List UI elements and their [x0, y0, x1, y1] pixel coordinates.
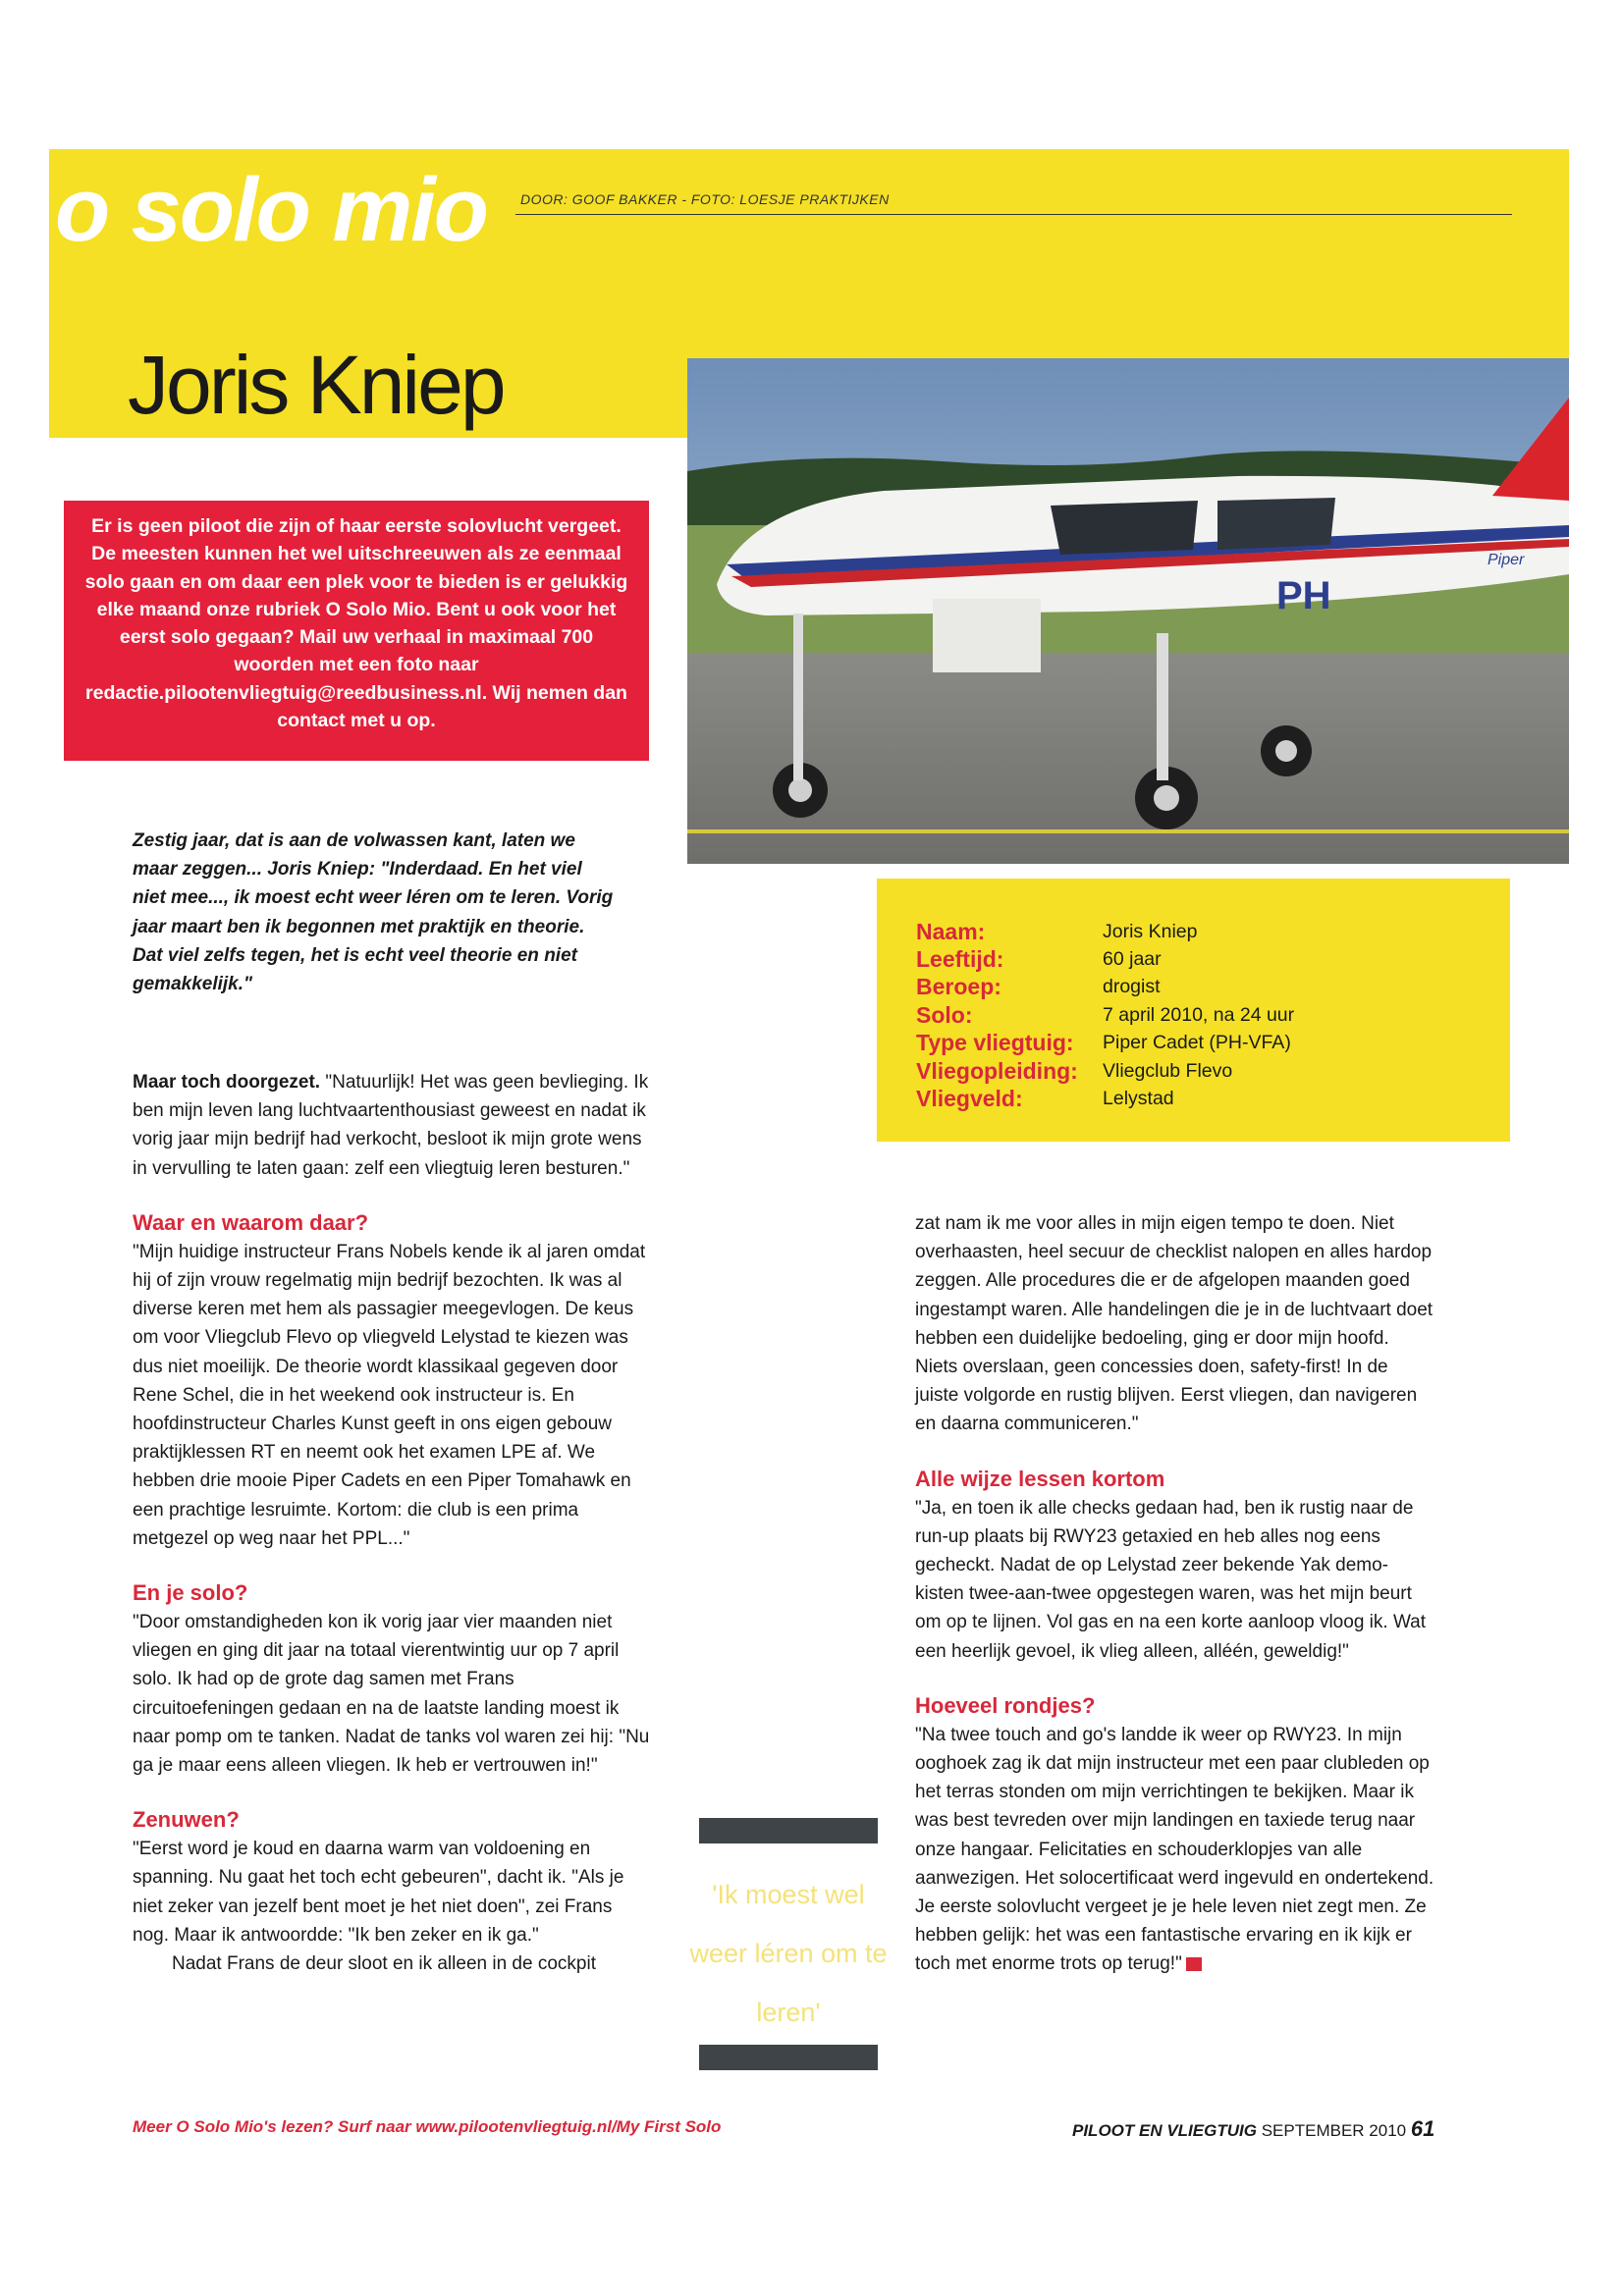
paragraph: zat nam ik me voor alles in mijn eigen tempo te doen. Niet overhaasten, heel secuur de checklist nalopen en alles hardop zeggen. Alle procedures die er de afgelopen maanden goed ingestampt waren. Alle handelingen die je in de luchtvaart doet hebben een duidelijke bedoeling, ging er door mijn hoofd. Niets overslaan, geen concessies doen, safety-first! In de juiste volgorde en rustig blijven. Eerst vliegen, dan navigeren en daarna communiceren.": [915, 1213, 1434, 1435]
person-name: Joris Kniep: [128, 339, 504, 431]
fact-value: drogist: [1103, 976, 1161, 998]
footer-promo: Meer O Solo Mio's lezen? Surf naar www.pilootenvliegtuig.nl/My First Solo: [133, 2117, 722, 2136]
fact-row: [916, 1057, 1510, 1085]
fact-label: Naam:: [916, 918, 986, 944]
paragraph: [133, 1068, 653, 1183]
pull-quote: 'Ik moest wel weer léren om te leren': [689, 1880, 888, 2027]
paragraph: [915, 1721, 1435, 1979]
fact-label: Leeftijd:: [916, 946, 1004, 973]
paragraph-text: "Na twee touch and go's landde ik weer op RWY23. In mijn ooghoek zag ik dat mijn instructeur met een paar clubleden op het terras stonden om mijn verrichtingen te bekijken. Maar ik was best tevreden over mijn landingen en taxiede terug naar onze hangaar. Felicitaties en schouderklopjes van alle aanwezigen. Het solocertificaat werd ingevuld en ondertekend. Je eerste solovlucht vergeet je je hele leven niet zegt men. Ze hebben gelijk: het was een fantastische ervaring en ik kijk er toch met enorme trots op terug!": [915, 1724, 1434, 1975]
fact-value: Piper Cadet (PH-VFA): [1103, 1032, 1291, 1054]
footer-folio: [1072, 2116, 1434, 2142]
fact-label: Vliegveld:: [916, 1086, 1023, 1112]
series-title: o solo mio: [55, 160, 487, 260]
byline-rule: [515, 214, 1512, 215]
paragraph-text: "Natuurlijk! Het was geen bevlieging. Ik ben mijn leven lang luchtvaartenthousiast geweest en nadat ik vorig jaar mijn bedrijf had verkocht, besloot ik mijn grote wens in vervulling te laten gaan: zelf een vliegtuig leren besturen.": [133, 1072, 649, 1179]
fact-label: Solo:: [916, 1001, 973, 1028]
paragraph: "Door omstandigheden kon ik vorig jaar vier maanden niet vliegen en ging dit jaar na totaal vierentwintig uur op 7 april solo. Ik had op de grote dag samen met Frans circuitoefeningen gedaan en na de laatste landing moest ik naar pomp om te tanken. Nadat de tanks vol waren zei hij: "Nu ga je maar eens alleen vliegen. Ik heb er vertrouwen in!": [133, 1612, 650, 1777]
quote-bar-top: [699, 1818, 878, 1843]
paragraph: "Eerst word je koud en daarna warm van voldoening en spanning. Nu gaat het toch echt gebeuren", dacht ik. "Als je niet zeker van jezelf bent moet je het niet doen", zei Frans nog. Maar ik antwoordde: "Ik ben zeker en ik ga.": [133, 1839, 624, 1946]
subheading: Hoeveel rondjes?: [915, 1692, 1096, 1718]
paragraph: "Mijn huidige instructeur Frans Nobels kende ik al jaren omdat hij of zijn vrouw regelmatig mijn bedrijf bezochten. Ik was al diverse keren met hem als passagier meegevlogen. De keus om voor Vliegclub Flevo op vliegveld Lelystad te kiezen was dus niet moeilijk. De theorie wordt klassikaal gegeven door Rene Schel, die in het weekend ook instructeur is. En hoofdinstructeur Charles Kunst geeft in ons eigen gebouw praktijklessen RT en neemt ook het examen LPE af. We hebben drie mooie Piper Cadets en een Piper Tomahawk en een prachtige lesruimte. Kortom: die club is een prima metgezel op weg naar het PPL...": [133, 1241, 646, 1549]
fact-row: [916, 918, 1510, 945]
fact-value: Lelystad: [1103, 1088, 1174, 1110]
registration-text: PH: [1276, 574, 1331, 617]
fact-row: [916, 1085, 1510, 1112]
article-column-right: [915, 1209, 1435, 1979]
fact-value: 7 april 2010, na 24 uur: [1103, 1003, 1295, 1026]
fact-box: [877, 879, 1510, 1142]
end-mark-icon: [1186, 1957, 1202, 1971]
fact-value: Vliegclub Flevo: [1103, 1059, 1233, 1082]
fact-row: [916, 945, 1510, 973]
publication-name: PILOOT EN VLIEGTUIG: [1072, 2121, 1257, 2140]
article-column-left: [133, 1068, 653, 1978]
fact-row: [916, 1001, 1510, 1029]
intro-text: Er is geen piloot die zijn of haar eerste solovlucht vergeet. De meesten kunnen het wel uitschreeuwen als ze eenmaal solo gaan en om daar een plek voor te bieden is er gelukkig elke maand onze rubriek O Solo Mio. Bent u ook voor het eerst solo gegaan? Mail uw verhaal in maximaal 700 woorden met een foto naar redactie.pilootenvliegtuig@reedbusiness.nl. Wij nemen dan contact met u op.: [84, 515, 628, 732]
subheading: En je solo?: [133, 1580, 248, 1606]
fact-label: Type vliegtuig:: [916, 1030, 1074, 1056]
quote-bar-bottom: [699, 2045, 878, 2070]
run-in-head: Maar toch doorgezet.: [133, 1072, 321, 1093]
fact-label: Vliegopleiding:: [916, 1057, 1078, 1084]
paragraph: "Ja, en toen ik alle checks gedaan had, ben ik rustig naar de run-up plaats bij RWY23 getaxied en heb alles nog eens gecheckt. Nadat de op Lelystad zeer bekende Yak demo-kisten twee-aan-twee opgestegen waren, was het mijn beurt om op te lijnen. Vol gas en na een korte aanloop vloog ik. Wat een heerlijk gevoel, ik vlieg alleen, alléén, geweldig!": [915, 1497, 1427, 1662]
subheading: Alle wijze lessen kortom: [915, 1466, 1165, 1491]
issue-date: SEPTEMBER 2010: [1261, 2121, 1407, 2140]
subheading: Waar en waarom daar?: [133, 1209, 369, 1235]
fact-value: Joris Kniep: [1103, 920, 1198, 942]
fact-value: 60 jaar: [1103, 948, 1162, 971]
byline: DOOR: GOOF BAKKER - FOTO: LOESJE PRAKTIJKEN: [520, 191, 890, 207]
tail-text: Piper: [1488, 552, 1525, 568]
subheading: Zenuwen?: [133, 1807, 240, 1833]
airplane-photo: [687, 358, 1569, 864]
fact-label: Beroep:: [916, 974, 1001, 1000]
fact-row: [916, 1030, 1510, 1057]
lead-paragraph: Zestig jaar, dat is aan de volwassen kant, laten we maar zeggen... Joris Kniep: "Inderdaad. En het viel niet mee..., ik moest echt weer léren om te leren. Vorig jaar maart ben ik begonnen met praktijk en theorie. Dat viel zelfs tegen, het is echt veel theorie en niet gemakkelijk.": [133, 830, 614, 995]
page-number: 61: [1410, 2116, 1435, 2141]
intro-box: [64, 501, 649, 761]
paragraph: Nadat Frans de deur sloot en ik alleen in de cockpit: [172, 1953, 596, 1975]
fact-row: [916, 974, 1510, 1001]
